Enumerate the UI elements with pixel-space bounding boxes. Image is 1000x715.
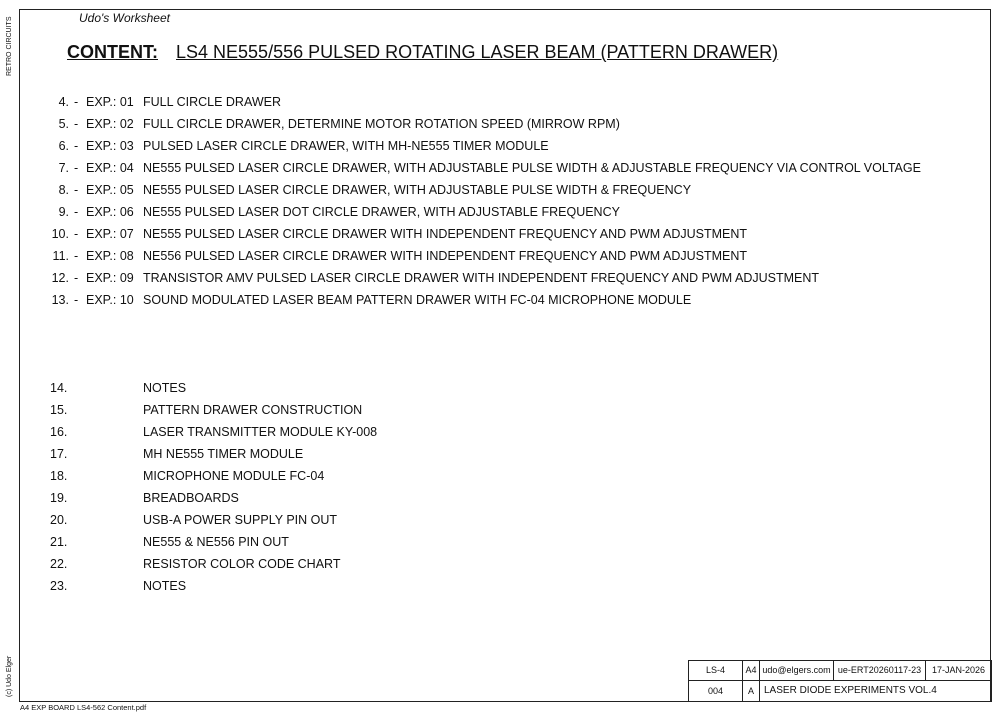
item-exp-code: EXP.: 05 — [86, 183, 134, 197]
item-text: USB-A POWER SUPPLY PIN OUT — [143, 513, 338, 527]
content-title: LS4 NE555/556 PULSED ROTATING LASER BEAM (PATTERN DRAWER) — [176, 42, 779, 62]
item-exp-code: EXP.: 03 — [86, 139, 134, 153]
item-number: 13. — [51, 293, 69, 307]
item-number: 18. — [50, 469, 68, 483]
item-number: 10. — [51, 227, 69, 241]
item-number: 20. — [50, 513, 68, 527]
item-text: NE555 & NE556 PIN OUT — [143, 535, 289, 549]
item-number: 12. — [51, 271, 69, 285]
content-keyword: CONTENT: — [67, 42, 158, 62]
item-number: 4. — [58, 95, 69, 109]
item-number: 14. — [50, 381, 68, 395]
item-number: 17. — [50, 447, 68, 461]
item-exp-code: EXP.: 06 — [86, 205, 134, 219]
item-text: PULSED LASER CIRCLE DRAWER, WITH MH-NE555 TIMER MODULE — [143, 139, 549, 153]
item-number: 21. — [50, 535, 68, 549]
item-number: 22. — [50, 557, 68, 571]
item-text: PATTERN DRAWER CONSTRUCTION — [143, 403, 363, 417]
item-number: 8. — [58, 183, 69, 197]
item-text: TRANSISTOR AMV PULSED LASER CIRCLE DRAWER WITH INDEPENDENT FREQUENCY AND PWM ADJUSTMENT — [143, 271, 820, 285]
item-number: 9. — [58, 205, 69, 219]
item-text: RESISTOR COLOR CODE CHART — [143, 557, 341, 571]
item-number: 6. — [58, 139, 69, 153]
item-exp-code: EXP.: 02 — [86, 117, 134, 131]
item-number: 19. — [50, 491, 68, 505]
item-dash: - — [74, 95, 79, 109]
item-number: 7. — [58, 161, 69, 175]
item-text: NE555 PULSED LASER CIRCLE DRAWER, WITH ADJUSTABLE PULSE WIDTH & FREQUENCY — [143, 183, 692, 197]
item-dash: - — [74, 139, 79, 153]
content-heading — [67, 42, 778, 63]
item-text: MICROPHONE MODULE FC-04 — [143, 469, 325, 483]
side-label-retro-circuits: RETRO CIRCUITS — [6, 16, 13, 76]
item-number: 15. — [50, 403, 68, 417]
item-dash: - — [74, 271, 79, 285]
item-text: NE556 PULSED LASER CIRCLE DRAWER WITH INDEPENDENT FREQUENCY AND PWM ADJUSTMENT — [143, 249, 748, 263]
item-text: NE555 PULSED LASER DOT CIRCLE DRAWER, WITH ADJUSTABLE FREQUENCY — [143, 205, 620, 219]
item-exp-code: EXP.: 08 — [86, 249, 134, 263]
title-block — [688, 660, 992, 702]
side-label-copyright: (c) Udo Elger — [6, 655, 13, 697]
item-text: FULL CIRCLE DRAWER, DETERMINE MOTOR ROTATION SPEED (MIRROW RPM) — [143, 117, 620, 131]
sheet-title: Udo's Worksheet — [76, 11, 173, 25]
item-dash: - — [74, 293, 79, 307]
item-exp-code: EXP.: 04 — [86, 161, 134, 175]
item-dash: - — [74, 183, 79, 197]
item-text: FULL CIRCLE DRAWER — [143, 95, 281, 109]
title-block-doc-id: ue-ERT20260117-23 — [834, 661, 926, 681]
item-exp-code: EXP.: 10 — [86, 293, 134, 307]
file-name: A4 EXP BOARD LS4-562 Content.pdf — [20, 703, 147, 712]
item-text: BREADBOARDS — [143, 491, 239, 505]
title-block-series: LS-4 — [689, 661, 743, 681]
item-text: NOTES — [143, 579, 187, 593]
item-exp-code: EXP.: 01 — [86, 95, 134, 109]
item-dash: - — [74, 117, 79, 131]
item-exp-code: EXP.: 09 — [86, 271, 134, 285]
title-block-revision: A — [743, 680, 760, 701]
item-text: MH NE555 TIMER MODULE — [143, 447, 304, 461]
item-text: SOUND MODULATED LASER BEAM PATTERN DRAWER WITH FC-04 MICROPHONE MODULE — [143, 293, 692, 307]
item-number: 23. — [50, 579, 68, 593]
title-block-paper: A4 — [743, 661, 760, 681]
item-dash: - — [74, 227, 79, 241]
title-block-project: LASER DIODE EXPERIMENTS VOL.4 — [760, 680, 992, 701]
item-dash: - — [74, 249, 79, 263]
item-text: NE555 PULSED LASER CIRCLE DRAWER, WITH ADJUSTABLE PULSE WIDTH & ADJUSTABLE FREQUENCY VIA CONTROL VOLTAGE — [143, 161, 921, 175]
item-dash: - — [74, 161, 79, 175]
item-text: NOTES — [143, 381, 187, 395]
item-dash: - — [74, 205, 79, 219]
item-number: 5. — [58, 117, 69, 131]
sheet-frame — [19, 9, 991, 702]
title-block-date: 17-JAN-2026 — [926, 661, 992, 681]
item-text: LASER TRANSMITTER MODULE KY-008 — [143, 425, 378, 439]
item-number: 11. — [52, 249, 69, 263]
item-exp-code: EXP.: 07 — [86, 227, 134, 241]
item-number: 16. — [50, 425, 68, 439]
title-block-email: udo@elgers.com — [760, 661, 834, 681]
title-block-page: 004 — [689, 680, 743, 701]
item-text: NE555 PULSED LASER CIRCLE DRAWER WITH INDEPENDENT FREQUENCY AND PWM ADJUSTMENT — [143, 227, 748, 241]
